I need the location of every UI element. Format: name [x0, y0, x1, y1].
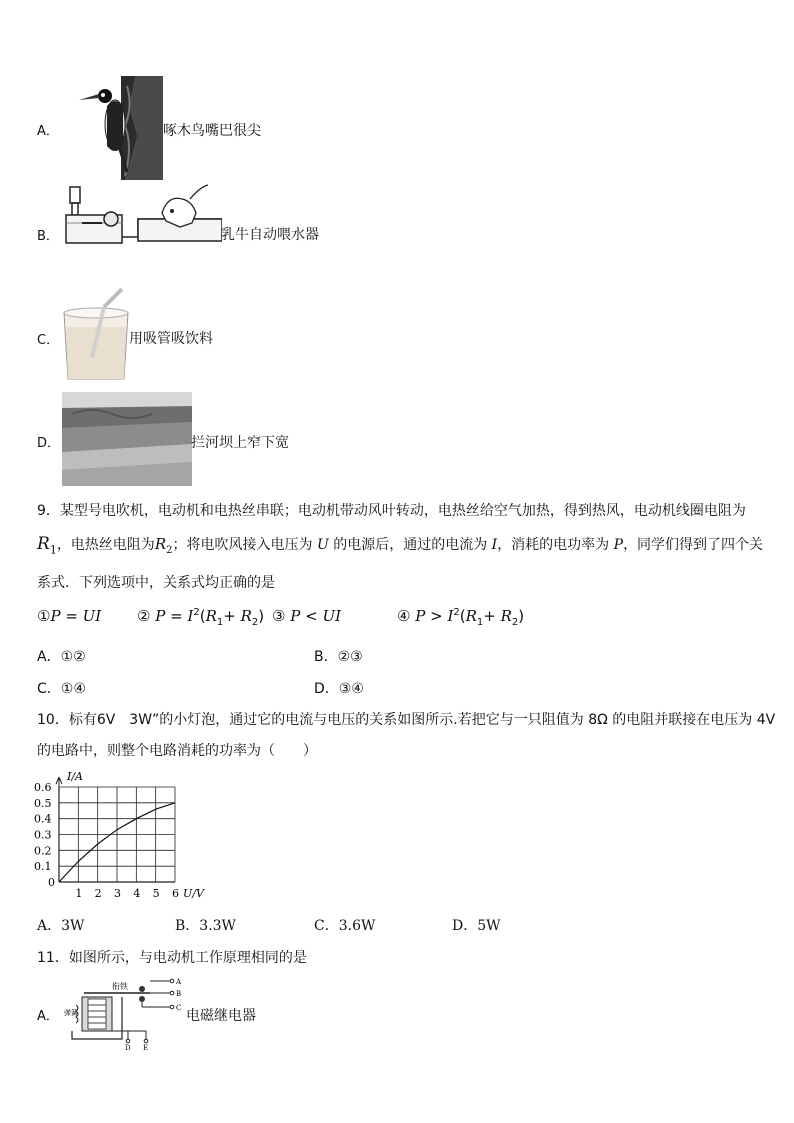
y-tick-label: 0.1 [34, 860, 52, 874]
q9-line2-d: ，消耗的电功率为 [497, 537, 614, 553]
q9-option-b: B．②③ [314, 649, 363, 665]
q9-line2-c: 的电源后，通过的电流为 [328, 537, 492, 553]
option-c-letter: C． [37, 333, 60, 348]
y-tick-label: 0.3 [34, 828, 52, 842]
electromagnetic-relay-icon [62, 975, 182, 1051]
q9-option-a: A．①② [37, 649, 86, 665]
option-d-caption: 拦河坝上窄下宽 [191, 435, 289, 451]
x-tick-label: 6 [172, 887, 179, 900]
option-a-letter: A． [37, 124, 59, 139]
y-tick-label: 0.4 [34, 812, 52, 826]
u-symbol: U [316, 537, 329, 553]
woodpecker-icon [75, 76, 163, 180]
y-tick-label: 0.6 [34, 781, 52, 794]
q10-option-a: A．3W [37, 918, 85, 934]
drinking-straw-icon [62, 287, 130, 383]
q10-option-c: C．3.6W [314, 918, 376, 934]
q9-line2 [37, 534, 763, 556]
relay-armature-label: 衔铁 [112, 982, 128, 991]
dam-icon [62, 392, 192, 486]
terminal-d: D [125, 1044, 131, 1051]
q11-option-a-letter: A． [37, 1009, 59, 1024]
option-d-letter: D． [37, 436, 61, 451]
terminal-c: C [176, 1004, 182, 1012]
terminal-e: E [143, 1044, 149, 1051]
q9-option-c: C．①④ [37, 681, 86, 697]
q9-option-d: D．③④ [314, 681, 364, 697]
formula-4: ④ $P > I^2(R_1+ R_2)$ [397, 607, 525, 628]
i-symbol: I [491, 537, 498, 553]
option-b-caption: 乳牛自动喂水器 [221, 227, 319, 243]
option-b-letter: B． [37, 229, 59, 244]
x-axis-label: U/V [183, 887, 204, 900]
q10-option-d: D．5W [452, 918, 501, 934]
x-tick-label: 5 [152, 887, 160, 900]
formula-2: ② $P = I^2(R_1+ R_2)$ [137, 607, 265, 628]
y-axis-arrow [56, 777, 62, 787]
q9-line3: 系式．下列选项中，关系式均正确的是 [37, 575, 275, 591]
q10-line2: 的电路中，则整个电路消耗的功率为（ ） [37, 743, 317, 759]
formula-1: ①P = UI [37, 607, 102, 625]
y-tick-label: 0.2 [34, 844, 52, 858]
p-symbol: P [613, 537, 624, 553]
iv-curve-chart [32, 770, 212, 902]
q10-line1: 10．标有6V 3W”的小灯泡，通过它的电流与电压的关系如图所示.若把它与一只阻值为 8Ω 的电阻并联接在电压为 4V [37, 712, 776, 728]
x-tick-label: 2 [94, 887, 102, 900]
terminal-a: A [176, 978, 182, 986]
q10-option-b: B．3.3W [175, 918, 236, 934]
y-tick-label: 0.5 [34, 796, 52, 810]
q11-option-a-caption: 电磁继电器 [186, 1008, 256, 1024]
terminal-b: B [176, 990, 182, 998]
x-tick-label: 3 [114, 887, 121, 900]
q9-line2-e: ，同学们得到了四个关 [623, 537, 764, 553]
formula-3: ③ P < UI [272, 607, 342, 625]
origin-label: 0 [48, 876, 55, 889]
cow-water-feeder-icon [62, 183, 222, 249]
option-c-caption: 用吸管吸饮料 [129, 331, 213, 347]
q9-line1: 9．某型号电吹机，电动机和电热丝串联；电动机带动风叶转动，电热丝给空气加热，得到热风，电动机线圈电阻为 [37, 503, 746, 519]
relay-spring-label: 弹簧 [64, 1009, 78, 1017]
x-tick-label: 4 [133, 887, 141, 900]
r1-symbol: $R_1$ [37, 534, 57, 557]
x-tick-label: 1 [75, 887, 83, 900]
r2-symbol: $R_2$ [154, 535, 173, 556]
q9-line2-a: ，电热丝电阻为 [56, 537, 155, 553]
q11-line1: 11．如图所示，与电动机工作原理相同的是 [37, 950, 307, 966]
y-axis-label: I/A [67, 770, 83, 783]
option-a-caption: 啄木鸟嘴巴很尖 [163, 123, 261, 139]
q9-line2-b: ；将电吹风接入电压为 [172, 537, 317, 553]
